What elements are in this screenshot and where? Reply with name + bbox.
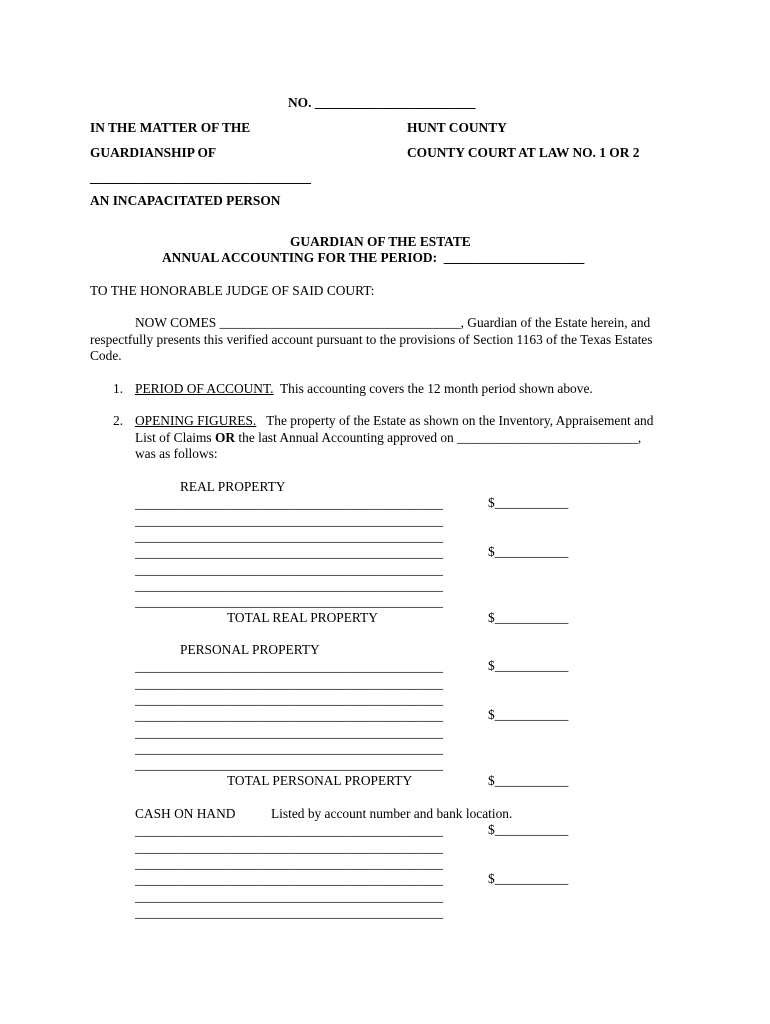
- case-number: NO. ________________________: [288, 95, 476, 110]
- real-property-line: ______________________________________________: [135, 496, 443, 511]
- personal-property-line: ______________________________________________: [135, 757, 443, 772]
- matter-line-1: IN THE MATTER OF THE: [90, 120, 251, 135]
- real-property-line: ______________________________________________: [135, 562, 443, 577]
- section-2-number: 2.: [113, 413, 124, 428]
- personal-property-heading: PERSONAL PROPERTY: [180, 642, 320, 657]
- real-property-line: ______________________________________________: [135, 513, 443, 528]
- personal-property-line: ______________________________________________: [135, 708, 443, 723]
- cash-line: ______________________________________________: [135, 905, 443, 920]
- real-property-total-label: TOTAL REAL PROPERTY: [227, 610, 378, 625]
- real-property-line: ______________________________________________: [135, 545, 443, 560]
- cash-on-hand-heading: CASH ON HAND: [135, 806, 236, 821]
- real-property-total-amount: $___________: [488, 610, 569, 625]
- personal-property-line: ______________________________________________: [135, 659, 443, 674]
- personal-property-total-amount: $___________: [488, 773, 569, 788]
- section-2-line-2: [135, 430, 641, 446]
- section-2-text-a: The property of the Estate as shown on the Inventory, Appraisement and: [266, 413, 654, 428]
- real-property-amount: $___________: [488, 495, 569, 510]
- personal-property-amount: $___________: [488, 658, 569, 673]
- section-2-heading: OPENING FIGURES.: [135, 413, 257, 428]
- personal-property-total-label: TOTAL PERSONAL PROPERTY: [227, 773, 413, 788]
- cash-line: ______________________________________________: [135, 856, 443, 871]
- section-1-heading: PERIOD OF ACCOUNT.: [135, 381, 274, 396]
- personal-property-line: ______________________________________________: [135, 676, 443, 691]
- cash-line: ______________________________________________: [135, 889, 443, 904]
- section-2-or: OR: [214, 430, 236, 445]
- ward-name-blank: _________________________________: [90, 170, 311, 185]
- court-label: COUNTY COURT AT LAW NO. 1 OR 2: [407, 145, 640, 160]
- cash-on-hand-note: Listed by account number and bank location.: [271, 806, 513, 821]
- real-property-line: ______________________________________________: [135, 594, 443, 609]
- cash-amount: $___________: [488, 822, 569, 837]
- cash-line: ______________________________________________: [135, 823, 443, 838]
- cash-amount: $___________: [488, 871, 569, 886]
- section-1: [135, 381, 593, 397]
- section-2-text-b: List of Claims: [135, 430, 215, 445]
- cash-line: ______________________________________________: [135, 840, 443, 855]
- real-property-heading: REAL PROPERTY: [180, 479, 286, 494]
- section-2-line-3: was as follows:: [135, 446, 218, 461]
- matter-line-2: GUARDIANSHIP OF: [90, 145, 217, 160]
- intro-paragraph: NOW COMES ____________________________________, Guardian of the Estate herein, and respectfully presents this verified account pursuant to the provisions of Section 1163 of the Texas Estates Code.: [90, 315, 653, 363]
- real-property-line: ______________________________________________: [135, 529, 443, 544]
- personal-property-line: ______________________________________________: [135, 725, 443, 740]
- title-line-1: GUARDIAN OF THE ESTATE: [290, 234, 471, 249]
- cash-line: ______________________________________________: [135, 872, 443, 887]
- title-line-2: ANNUAL ACCOUNTING FOR THE PERIOD: _____________________: [162, 250, 585, 265]
- personal-property-amount: $___________: [488, 707, 569, 722]
- section-1-text: This accounting covers the 12 month period shown above.: [279, 381, 593, 396]
- section-2-line-1: [135, 413, 653, 429]
- real-property-amount: $___________: [488, 544, 569, 559]
- incapacitated-person-label: AN INCAPACITATED PERSON: [90, 193, 281, 208]
- real-property-line: ______________________________________________: [135, 578, 443, 593]
- county-label: HUNT COUNTY: [407, 120, 507, 135]
- personal-property-line: ______________________________________________: [135, 741, 443, 756]
- salutation: TO THE HONORABLE JUDGE OF SAID COURT:: [90, 283, 375, 298]
- section-1-number: 1.: [113, 381, 124, 396]
- section-2-text-c: the last Annual Accounting approved on ___________________________,: [235, 430, 642, 445]
- personal-property-line: ______________________________________________: [135, 692, 443, 707]
